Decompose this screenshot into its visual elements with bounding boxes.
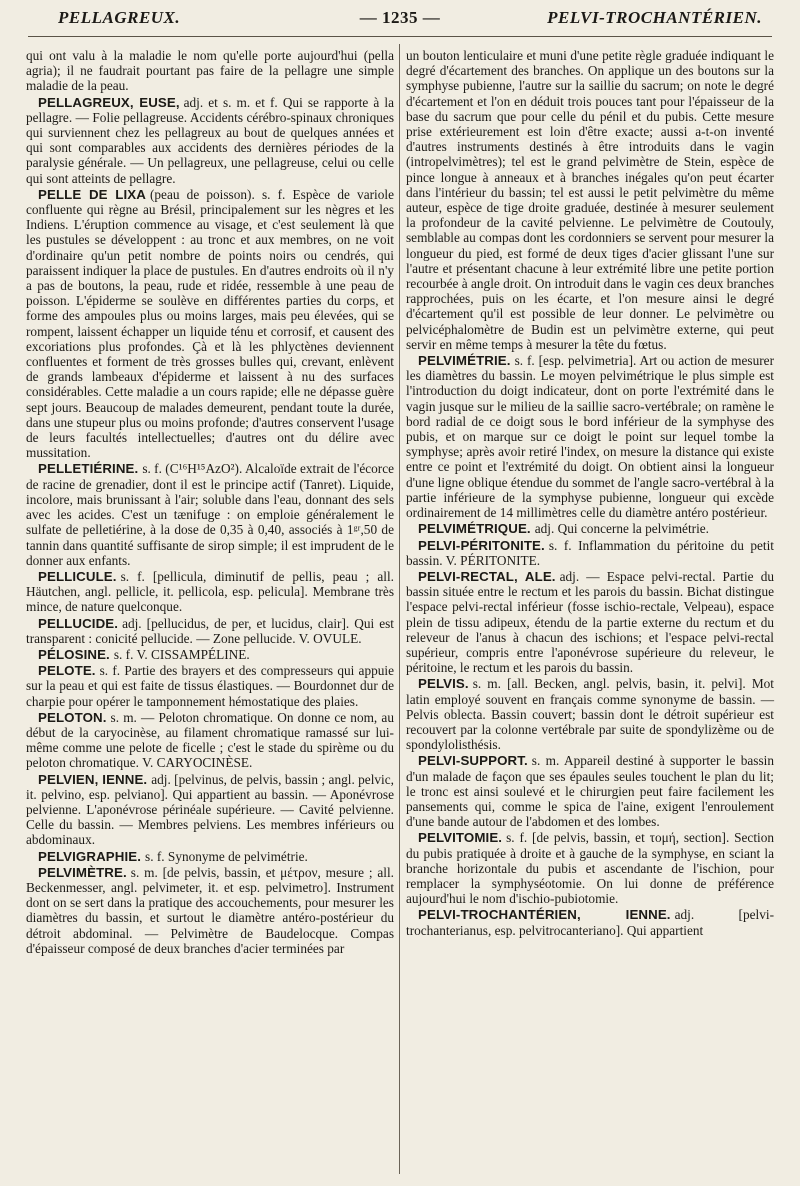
- entry-body: Art ou action de mesurer les diamètres du bassin. Le moyen pelvimétrique le plus simple est l'introduction du doigt indicateur, dont on porte l'extrémité dans le vagin jusque sur le milieu de la saillie sacro-vertébrale; on ramène le bord radial de ce doigt sous le bord inférieur de la symphyse des pubis, et on marque sur ce doigt le point sur lequel tombe la symphyse; après avoir retiré l'index, on mesure la distance qui existe entre ce point et l'extrémité du doigt. On obtient ainsi la longueur d'une ligne oblique étendue du sommet de l'angle sacro-vertébral à la partie inférieure de la symphyse pubienne, longueur qui excède ordinairement de 14 millimètres celle du diamètre antéro postérieur.: [406, 353, 774, 521]
- entry-body: un bouton lenticulaire et muni d'une petite règle graduée indiquant le degré d'écartement des branches. On applique un des boutons sur la symphyse pubienne, l'autre sur la saillie du sacrum; on note le degré d'écartement et l'on en déduit trois pouces tant pour l'épaisseur de la base du sacrum que pour celle du pénil et du pubis. Cette mesure prise extérieurement est loin d'être exacte; aussi a-t-on inventé d'autres instruments destinés à être introduits dans le vagin (intropelvimètres); tel est le grand pelvimètre de Stein, espèce de pince longue à anneaux et à branches inégales qu'on peut écarter dans l'intérieur du bassin; tel est aussi le petit pelvimètre du même auteur, espèce de tige droite graduée, destinée à mesurer seulement la profondeur de la cavité pelvienne. Le pelvimètre de Coutouly, semblable au compas dont les cordonniers se servent pour mesurer la longueur du pied, est formé de deux tiges d'acier glissant l'une sur l'autre et présentant chacune à leur extrémité libre une petite portion recourbée à angle droit. On introduit dans le vagin ces deux branches rapprochées, puis on les écarte, et l'on mesure ainsi le degré d'écartement qu'il est possible de leur donner. Le pelvimètre ou pelvicéphalomètre de Budin est un pelvimètre externe, qui peut servir en même temps à mesurer la tête du fœtus.: [406, 48, 774, 352]
- dictionary-entry-pellicule: [26, 569, 394, 615]
- dictionary-entry-pelvien: [26, 772, 394, 848]
- entry-grammar: s. m.: [531, 753, 560, 769]
- entry-headword: PELVI-RECTAL, ALE.: [418, 568, 556, 584]
- dictionary-entry-pellagreux: [26, 95, 394, 186]
- entry-headword: PELLUCIDE.: [38, 615, 119, 631]
- entry-body: Espèce de variole confluente qui règne au Brésil, principalement sur les nègres et les Indiens. L'éruption commence au visage, et c'est seulement là que les pustules se développent : au tronc et aux membres, on ne voit d'ordinaire qu'un petit nombre de points noirs ou cendrés, qui paraissent indiquer la place de pustules. En d'autres endroits où il n'y a pas de boutons, la peau, rude et ridée, ressemble à une peau de poisson. L'épiderme se soulève en différentes parties du corps, et forme des ampoules plus ou moins larges, mais peu élevées, qui se rompent, laissent échapper un liquide ténu et corrosif, et causent des excoriations plus profondes. Çà et là les phlyctènes deviennent confluentes et forment de très grosses bulles qui, crevant, enlèvent de grands lambeaux d'épiderme et laissent à nu des surfaces considérables. Cette maladie a un cours rapide; elle ne dépasse guère sept jours. Beaucoup de malades demeurent, pendant toute la durée, dans une stupeur plus ou moins profonde; d'autres conservent l'usage de leurs facultés intellectuelles; d'autres ont du délire avec mussitation.: [26, 186, 394, 461]
- header-rule: [28, 36, 772, 37]
- entry-body: qui ont valu à la maladie le nom qu'elle porte aujourd'hui (pella agria); il ne faudrait pourtant pas faire de la pellagre une simple maladie de la peau.: [26, 48, 394, 94]
- entry-grammar: adj. —: [559, 568, 600, 584]
- running-header: [28, 6, 772, 36]
- entry-headword: PELVI-SUPPORT.: [418, 753, 528, 769]
- entry-headword: PELVI-TROCHANTÉRIEN, IENNE.: [418, 907, 671, 923]
- dictionary-entry-pellagreux-cont: [26, 48, 394, 94]
- entry-body: Qui se rapporte à la pellagre. — Folie pellagreuse. Accidents cérébro-spinaux chroniques qui surviennent chez les pellagreux au bout de quelques années et qui sont comparables aux accidents des dernières périodes de la paralysie générale. — Un pellagreux, une pellagreuse, celui ou celle qui sont atteints de pellagre.: [26, 94, 394, 186]
- entry-body: Partie des brayers et des compresseurs qui appuie sur la peau et qui est faite de tissus élastiques. — Bourdonnet dur de charpie pour opérer le tamponnement hémostatique des plaies.: [26, 663, 395, 709]
- entry-body: Appareil destiné à supporter le bassin d'un malade de façon que ses épaules seules touchent le plan du lit; le tronc est ainsi soulevé et le chirurgien peut faire facilement les pansements qui, comme le spica de l'aine, exigent l'enroulement d'une bande autour de l'abdomen et des lombes.: [406, 753, 775, 830]
- entry-body: Synonyme de pelvimétrie.: [167, 848, 308, 864]
- column-divider: [399, 44, 400, 1174]
- entry-headword: PELLE DE LIXA: [38, 186, 146, 202]
- left-column: [26, 48, 394, 957]
- dictionary-entry-pelvitomie: [406, 830, 774, 906]
- entry-grammar: (peau de poisson). s. f.: [149, 186, 286, 202]
- dictionary-entry-pelle-de-lixa: [26, 187, 394, 461]
- entry-body: Alcaloïde extrait de l'écorce de racine de grenadier, dont il est le principe actif (Tanret). Liquide, incolore, mais brunissant à l'air; soluble dans l'eau, donnant des sels avec les acides. C'est un tænifuge : on emploie généralement le sulfate de pelletiérine, à la dose de 0,35 à 0,40, associés à 1ᵍʳ,50 de tannin dans quantité suffisante de sirop simple; il est imprudent de le donner aux enfants.: [26, 461, 395, 568]
- header-right-title: PELVI-TROCHANTÉRIEN.: [547, 8, 762, 27]
- right-column: [406, 48, 774, 939]
- entry-grammar: adj. [pellucidus, de per, et lucidus, clair].: [122, 615, 350, 631]
- entry-headword: PELOTON.: [38, 709, 107, 725]
- entry-body: V. CISSAMPÉLINE.: [136, 646, 250, 662]
- entry-body: Espace pelvi-rectal. Partie du bassin située entre le rectum et les parois du bassin. Bichat distingue l'espace pelvi-rectal inférieur (fosse ischio-rectale, Velpeau), espace plein de tissu adipeux, étendu de la partie externe du rectum et du releveur de l'anus à chacun des ischions; et l'espace pelvi-rectal supérieur, compris entre l'aponévrose supérieure du releveur, le péritoine, le rectum et les parois du bassin.: [406, 568, 774, 676]
- entry-headword: PÉLOSINE.: [38, 646, 110, 662]
- entry-headword: PELOTE.: [38, 663, 96, 679]
- entry-headword: PELVI-PÉRITONITE.: [418, 537, 545, 553]
- entry-headword: PELVIMÈTRE.: [38, 864, 127, 880]
- entry-grammar: s. f.: [99, 663, 121, 679]
- entry-body: Instrument dont on se sert dans la pratique des accouchements, pour mesurer les diamètres du bassin, et surtout le diamètre antéro-postérieur du détroit abdominal. — Pelvimètre de Baudelocque. Compas d'épaisseur composé de deux branches d'acier terminées par: [26, 879, 395, 956]
- dictionary-entry-pellucide: [26, 616, 394, 646]
- entry-body: Qui appartient: [626, 922, 704, 938]
- dictionary-entry-pelletierine: [26, 461, 394, 567]
- entry-headword: PELLETIÉRINE.: [38, 461, 139, 477]
- dictionary-entry-pelvi-rectal: [406, 569, 774, 675]
- entry-headword: PELVIMÉTRIE.: [418, 353, 511, 369]
- dictionary-entry-pelote: [26, 663, 394, 709]
- entry-headword: PELVIGRAPHIE.: [38, 848, 142, 864]
- entry-body: Peloton chromatique. On donne ce nom, au début de la caryocinèse, au filament chromatique ramassé sur lui-même comme une pelote de ficelle ; c'est le stade du spirème ou du peloton chromatique. V. CARYOCINÈSE.: [26, 709, 394, 771]
- dictionary-entry-pelvigraphie: [26, 849, 394, 864]
- entry-body: Membrane très mince, de nature quelconque.: [26, 584, 395, 615]
- page-number: — 1235 —: [359, 8, 441, 27]
- entry-grammar: s. f. (C¹⁶H¹⁵AzO²).: [142, 461, 243, 477]
- dictionary-entry-pelvi-trochanterien: [406, 907, 774, 937]
- entry-grammar: adj.: [534, 521, 555, 537]
- dictionary-entry-pelvimetre: [26, 865, 394, 956]
- entry-grammar: s. f. [esp. pelvimetria].: [514, 353, 637, 369]
- entry-headword: PELVIMÉTRIQUE.: [418, 521, 531, 537]
- entry-body: Qui appartient au bassin. — Aponévrose pelvienne. L'aponévrose périnéale supérieure. — Cavité pelvienne. Celle du bassin. — Membres pelviens. Les membres inférieurs ou abdominaux.: [26, 786, 395, 848]
- dictionary-entry-peloton: [26, 710, 394, 771]
- entry-grammar: s. f.: [145, 848, 165, 864]
- header-left-title: PELLAGREUX.: [58, 8, 181, 27]
- dictionary-entry-pelosine: [26, 647, 394, 662]
- entry-grammar: adj. et s. m. et f.: [183, 94, 278, 110]
- entry-headword: PELVIS.: [418, 676, 469, 692]
- dictionary-entry-pelvis: [406, 676, 774, 752]
- entry-body: Mot latin employé souvent en français comme synonyme de bassin. — Pelvis oblecta. Bassin couvert; bassin dont le détroit supérieur est recouvert par la colonne vertébrale par suite de spondylizème ou de spondylolisthésis.: [406, 676, 774, 753]
- entry-grammar: s. m. —: [110, 709, 155, 725]
- dictionary-entry-pelvimetre-cont: [406, 48, 774, 352]
- dictionary-entry-pelvi-peritonite: [406, 538, 774, 568]
- entry-grammar: s. f.: [548, 537, 572, 553]
- dictionary-entry-pelvimetrique: [406, 521, 774, 536]
- entry-grammar: adj. [pelvinus, de pelvis, bassin ; angl. pelvic, it. pelvino, esp. pelviano].: [26, 771, 394, 802]
- entry-headword: PELVITOMIE.: [418, 830, 503, 846]
- entry-headword: PELLICULE.: [38, 568, 117, 584]
- entry-body: Qui est transparent : conicité pellucide. — Zone pellucide. V. OVULE.: [26, 615, 394, 646]
- entry-body: Inflammation du péritoine du petit bassin. V. PÉRITONITE.: [406, 537, 774, 568]
- entry-body: Qui concerne la pelvimétrie.: [557, 521, 709, 537]
- entry-grammar: s. m. [de pelvis, bassin, et μέτρον, mesure ; all. Beckenmesser, angl. pelvimeter, it. et esp. pelvimetro].: [26, 864, 394, 895]
- dictionary-entry-pelvi-support: [406, 753, 774, 829]
- entry-body: Section du pubis pratiquée à droite et à gauche de la symphyse, en sciant la branche horizontale du pubis et ascendante de l'ischion, pour remplacer la symphyséotomie. On lui donne de préférence aujourd'hui le nom d'ischio-pubiotomie.: [406, 830, 775, 907]
- entry-headword: PELLAGREUX, EUSE,: [38, 94, 180, 110]
- dictionary-entry-pelvimetrie: [406, 353, 774, 520]
- entry-grammar: s. f. [de pelvis, bassin, et τομή, section].: [506, 830, 730, 846]
- entry-grammar: s. f.: [113, 646, 134, 662]
- entry-grammar: s. f. [pellicula, diminutif de pellis, peau ; all. Häutchen, angl. pellicle, it. pellicola, esp. pelicula].: [26, 568, 394, 600]
- entry-headword: PELVIEN, IENNE.: [38, 771, 148, 787]
- entry-grammar: adj. [pelvi-trochanterianus, esp. pelvitrocanteriano].: [406, 907, 774, 938]
- entry-grammar: s. m. [all. Becken, angl. pelvis, basin, it. pelvi].: [472, 676, 746, 692]
